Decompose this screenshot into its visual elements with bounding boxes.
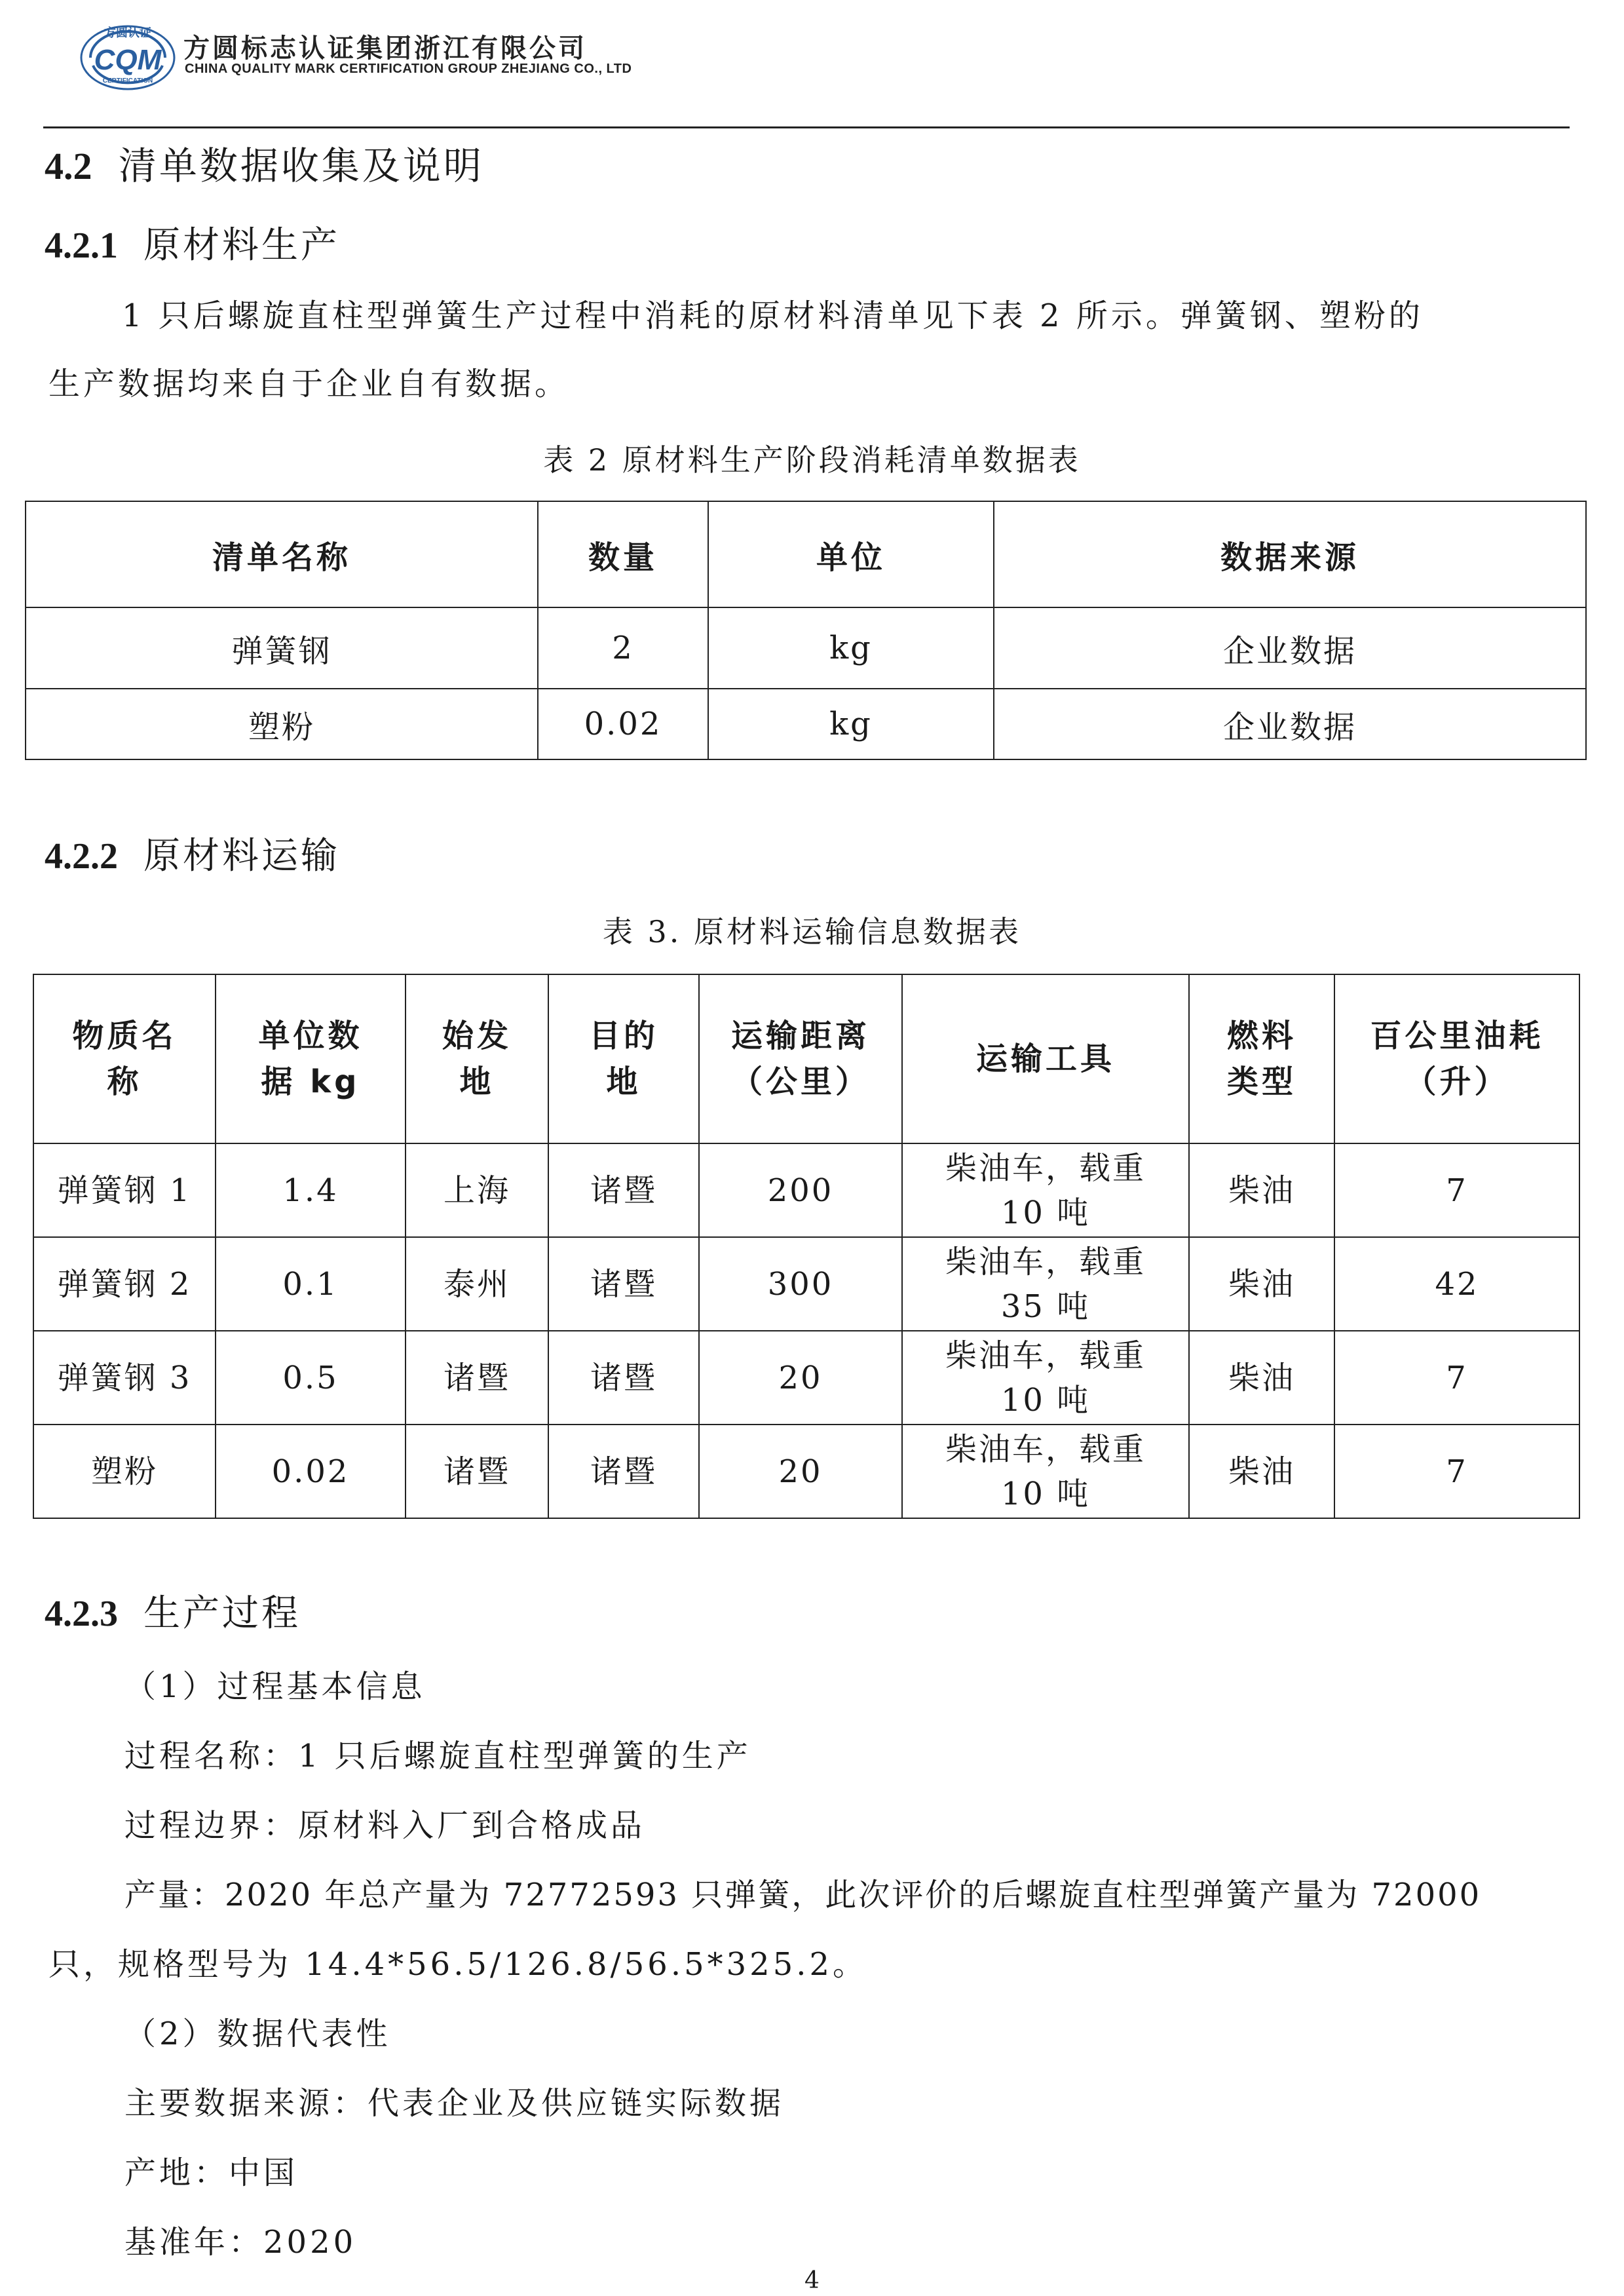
paragraph-line: 基准年：2020 [124,2224,357,2261]
table-cell: 0.02 [538,689,708,759]
table-cell: kg [708,689,994,759]
section-title: 原材料运输 [143,835,340,877]
table-cell: 诸暨 [548,1237,699,1331]
section-number: 4.2.2 [45,836,118,877]
table-cell: 7 [1334,1331,1579,1425]
section-heading-4-2 [45,135,484,190]
table-cell: kg [708,607,994,689]
section-heading-4-2-3 [45,1584,301,1637]
paragraph-line: 过程边界：原材料入厂到合格成品 [124,1807,646,1844]
table-cell: 柴油车，载重 10 吨 [902,1331,1189,1425]
table-cell: 2 [538,607,708,689]
paragraph-line: 主要数据来源：代表企业及供应链实际数据 [124,2085,785,2122]
logo-sub-text: CERTIFICATION [102,77,153,85]
table-cell: 柴油 [1189,1425,1334,1518]
table-row [33,1425,1579,1518]
table-row [26,607,1586,689]
section-heading-4-2-2 [45,827,340,879]
raw-material-table [25,501,1587,760]
section-number: 4.2.3 [45,1594,118,1634]
table-cell: 柴油车，载重 10 吨 [902,1143,1189,1237]
table-caption: 表 2 原材料生产阶段消耗清单数据表 [543,442,1081,478]
table-header-row [33,974,1579,1143]
paragraph-line: 产地：中国 [124,2154,299,2191]
paragraph-line: 过程名称：1 只后螺旋直柱型弹簧的生产 [124,1738,751,1774]
section-title: 清单数据收集及说明 [118,144,484,188]
table-header-cell: 物质名 称 [33,974,216,1143]
table-header-cell: 百公里油耗 （升） [1334,974,1579,1143]
table-row [33,1143,1579,1237]
section-heading-4-2-1 [45,216,340,269]
table-row [33,1331,1579,1425]
table-cell: 柴油 [1189,1331,1334,1425]
table-cell: 20 [699,1331,902,1425]
table-cell: 诸暨 [548,1425,699,1518]
table-cell: 塑粉 [26,689,538,759]
table-cell: 诸暨 [406,1331,548,1425]
table-cell: 7 [1334,1143,1579,1237]
table-caption: 表 3. 原材料运输信息数据表 [602,914,1022,949]
logo-arc-text: 方圆认证 [104,26,151,40]
table-cell: 弹簧钢 3 [33,1331,216,1425]
table-row [26,689,1586,759]
table-cell: 柴油车，载重 35 吨 [902,1237,1189,1331]
section-number: 4.2.1 [45,225,118,266]
table-header-cell: 单位 [708,501,994,607]
table-header-cell: 数据来源 [994,501,1586,607]
company-logo [79,17,177,90]
paragraph-line: （2）数据代表性 [124,2016,391,2052]
table-cell: 300 [699,1237,902,1331]
table-header-cell: 目的 地 [548,974,699,1143]
table-cell: 0.5 [216,1331,406,1425]
table-header-cell: 燃料 类型 [1189,974,1334,1143]
table-cell: 42 [1334,1237,1579,1331]
table-cell: 弹簧钢 2 [33,1237,216,1331]
table-header-row [26,501,1586,607]
table-header-cell: 运输距离 （公里） [699,974,902,1143]
paragraph-line: 只，规格型号为 14.4*56.5/126.8/56.5*325.2。 [48,1946,868,1983]
paragraph-line: 生产数据均来自于企业自有数据。 [48,366,570,402]
table-cell: 泰州 [406,1237,548,1331]
table-header-cell: 始发 地 [406,974,548,1143]
table-cell: 0.02 [216,1425,406,1518]
section-title: 生产过程 [143,1592,301,1635]
table-cell: 柴油 [1189,1143,1334,1237]
table-cell: 企业数据 [994,607,1586,689]
section-title: 原材料生产 [143,224,340,267]
table-cell: 塑粉 [33,1425,216,1518]
section-number: 4.2 [45,145,92,187]
header-divider [43,126,1570,128]
table-cell: 上海 [406,1143,548,1237]
paragraph-line: 产量：2020 年总产量为 72772593 只弹簧，此次评价的后螺旋直柱型弹簧产量为 72000 [124,1877,1482,1913]
table-header-cell: 清单名称 [26,501,538,607]
page-number: 4 [804,2267,820,2294]
table-cell: 7 [1334,1425,1579,1518]
table-cell: 0.1 [216,1237,406,1331]
paragraph-line: （1）过程基本信息 [124,1668,426,1705]
table-cell: 柴油 [1189,1237,1334,1331]
table-cell: 200 [699,1143,902,1237]
table-header-cell: 运输工具 [902,974,1189,1143]
company-name-cn: 方圆标志认证集团浙江有限公司 [183,33,587,64]
table-row [33,1237,1579,1331]
table-header-cell: 数量 [538,501,708,607]
table-cell: 柴油车，载重 10 吨 [902,1425,1189,1518]
table-cell: 诸暨 [406,1425,548,1518]
table-cell: 诸暨 [548,1143,699,1237]
company-name-en: CHINA QUALITY MARK CERTIFICATION GROUP ZHEJIANG CO., LTD [185,62,632,76]
transport-table [33,974,1580,1519]
table-header-cell: 单位数 据 kg [216,974,406,1143]
paragraph-line: 1 只后螺旋直柱型弹簧生产过程中消耗的原材料清单见下表 2 所示。弹簧钢、塑粉的 [122,297,1424,334]
table-cell: 20 [699,1425,902,1518]
table-cell: 1.4 [216,1143,406,1237]
table-cell: 诸暨 [548,1331,699,1425]
table-cell: 弹簧钢 [26,607,538,689]
table-cell: 企业数据 [994,689,1586,759]
logo-text: CQM [94,44,162,76]
table-cell: 弹簧钢 1 [33,1143,216,1237]
